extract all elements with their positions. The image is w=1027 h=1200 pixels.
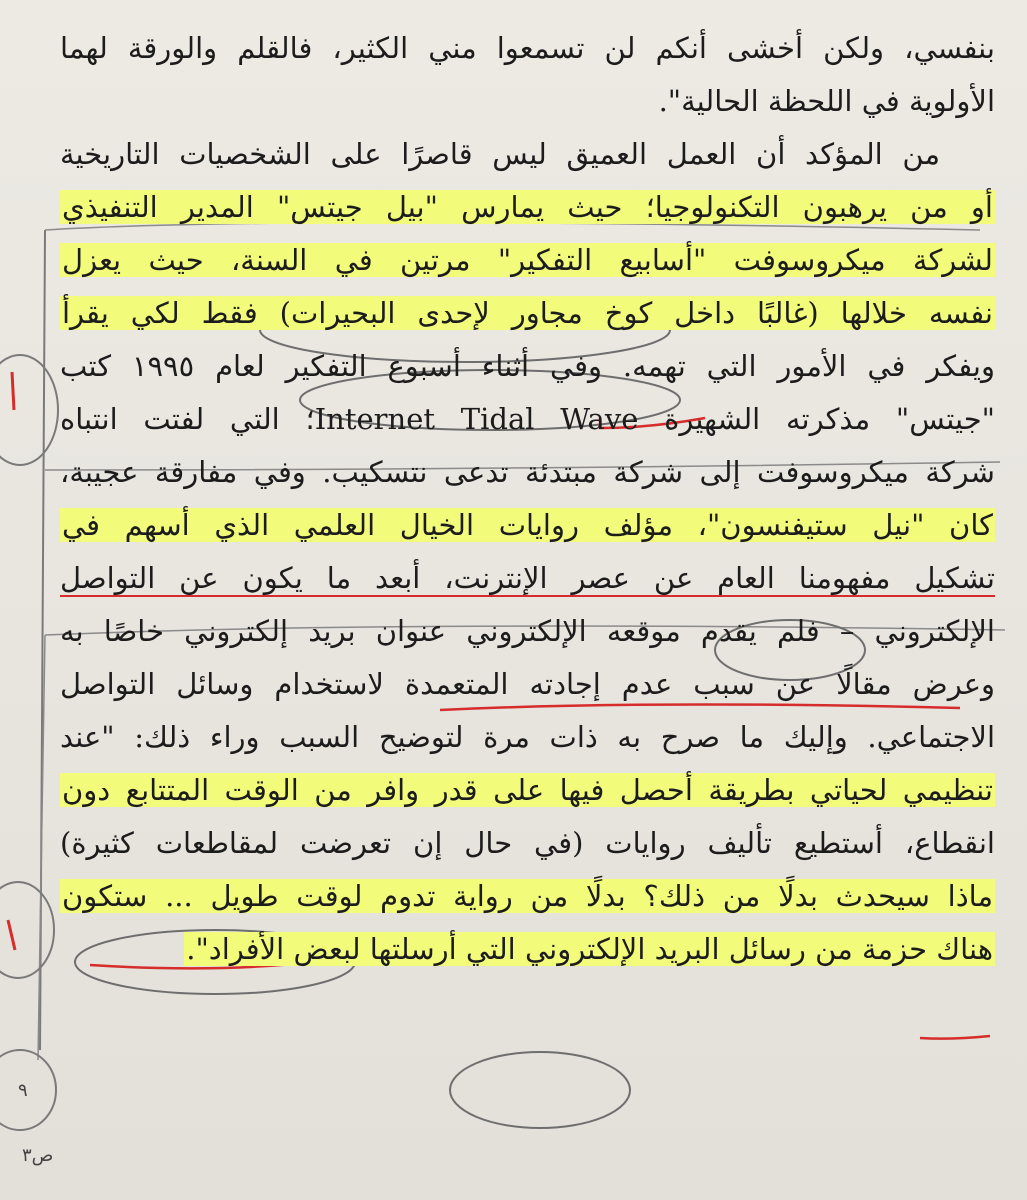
text-line-7: ويفكر في الأمور التي تهمه. وفي أثناء أسبوع التفكير لعام ١٩٩٥ كتب bbox=[60, 349, 995, 383]
text-line-2: الأولوية في اللحظة الحالية". bbox=[658, 84, 995, 118]
text-line-15 bbox=[60, 764, 995, 817]
text-line-8: "جيتس" مذكرته الشهيرة Internet Tidal Wave؛ التي لفتت انتباه bbox=[60, 402, 995, 436]
text-line-3: من المؤكد أن العمل العميق ليس قاصرًا على الشخصيات التاريخية bbox=[60, 137, 940, 171]
margin-mark-page: ص٣ bbox=[22, 1145, 54, 1166]
red-margin-mark-1 bbox=[12, 372, 14, 410]
text-line-18 bbox=[60, 923, 995, 976]
text-line-12: الإلكتروني – فلم يقدم موقعه الإلكتروني عنوان بريد إلكتروني خاصًا به bbox=[60, 614, 995, 648]
highlighted-line-10: كان "نيل ستيفنسون"، مؤلف روايات الخيال العلمي الذي أسهم في bbox=[62, 508, 993, 542]
red-underline-interruption bbox=[920, 1036, 990, 1039]
red-margin-mark-2 bbox=[8, 920, 15, 950]
highlighted-line-17: ماذا سيحدث بدلًا من ذلك؟ بدلًا من رواية تدوم لوقت طويل ... ستكون bbox=[62, 879, 993, 913]
text-line-4 bbox=[60, 181, 995, 234]
text-line-16: انقطاع، أستطيع تأليف روايات (في حال إن تعرضت لمقاطعات كثيرة) bbox=[60, 826, 995, 860]
highlighted-line-15: تنظيمي لحياتي بطريقة أحصل فيها على قدر وافر من الوقت المتتابع دون bbox=[62, 773, 993, 807]
margin-circle-3 bbox=[0, 1050, 56, 1130]
highlighted-line-18: هناك حزمة من رسائل البريد الإلكتروني التي أرسلتها لبعض الأفراد". bbox=[186, 932, 993, 966]
underlined-line-11: تشكيل مفهومنا العام عن عصر الإنترنت، أبعد ما يكون عن التواصل bbox=[60, 561, 995, 595]
text-line-17 bbox=[60, 870, 995, 923]
circle-instead-novel bbox=[450, 1052, 630, 1128]
text-line-6 bbox=[60, 287, 995, 340]
highlighted-line-5: لشركة ميكروسوفت "أسابيع التفكير" مرتين في السنة، حيث يعزل bbox=[62, 243, 993, 277]
body-text bbox=[60, 22, 995, 976]
margin-mark-9: ٩ bbox=[18, 1080, 28, 1101]
text-line-13: وعرض مقالًا عن سبب عدم إجادته المتعمدة لاستخدام وسائل التواصل bbox=[60, 667, 995, 701]
highlighted-line-6: نفسه خلالها (غالبًا داخل كوخ مجاور لإحدى البحيرات) فقط لكي يقرأ bbox=[62, 296, 993, 330]
margin-circle-1 bbox=[0, 355, 58, 465]
highlighted-line-4: أو من يرهبون التكنولوجيا؛ حيث يمارس "بيل جيتس" المدير التنفيذي bbox=[62, 190, 993, 224]
text-line-5 bbox=[60, 234, 995, 287]
margin-bracket-line-2 bbox=[38, 635, 45, 1060]
text-line-11 bbox=[60, 552, 995, 605]
text-line-14: الاجتماعي. وإليك ما صرح به ذات مرة لتوضيح السبب وراء ذلك: "عند bbox=[60, 720, 995, 754]
text-line-9: شركة ميكروسوفت إلى شركة مبتدئة تدعى نتسكيب. وفي مفارقة عجيبة، bbox=[60, 455, 995, 489]
text-line-1: بنفسي، ولكن أخشى أنكم لن تسمعوا مني الكثير، فالقلم والورقة لهما bbox=[60, 31, 995, 65]
text-line-10 bbox=[60, 499, 995, 552]
margin-bracket-line bbox=[40, 230, 45, 1050]
margin-circle-2 bbox=[0, 882, 54, 978]
